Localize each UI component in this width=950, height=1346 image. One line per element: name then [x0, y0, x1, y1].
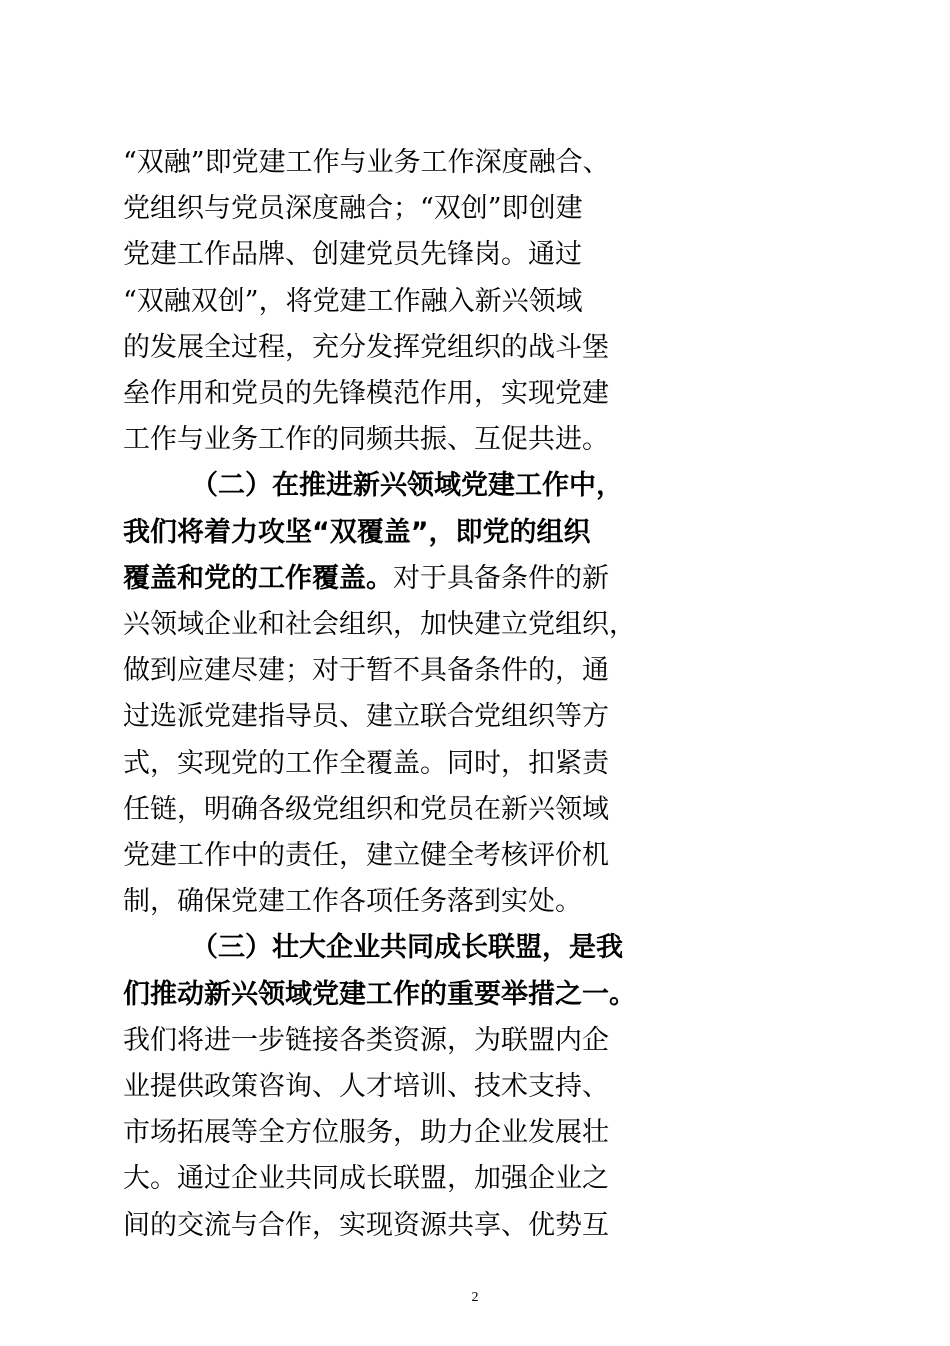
text-line	[123, 232, 818, 278]
text-segment: 党建工作中的责任，建立健全考核评价机	[123, 840, 609, 871]
text-line	[123, 1203, 818, 1249]
text-line	[123, 417, 818, 463]
text-segment: 工作与业务工作的同频共振、互促共进。	[123, 424, 609, 456]
bold-text-segment: （三）壮大企业共同成长联盟，是我	[191, 932, 623, 964]
text-segment: 垒作用和党员的先锋模范作用，实现党建	[123, 378, 609, 409]
text-line	[123, 186, 818, 232]
text-segment: 间的交流与合作，实现资源共享、优势互	[123, 1209, 609, 1241]
text-segment: 过选派党建指导员、建立联合党组织等方	[123, 701, 609, 733]
text-line	[123, 972, 818, 1018]
text-segment: 式，实现党的工作全覆盖。同时，扣紧责	[123, 747, 609, 779]
text-line	[191, 925, 818, 971]
bold-text-segment: 们推动新兴领域党建工作的重要举措之一。	[123, 978, 636, 1010]
text-segment: “双融”即党建工作与业务工作深度融合、	[123, 147, 610, 178]
text-segment: 党建工作品牌、创建党员先锋岗。通过	[123, 239, 582, 271]
text-segment: 对于具备条件的新	[393, 562, 609, 594]
text-line	[123, 279, 818, 325]
text-line	[123, 325, 818, 371]
text-line	[123, 879, 818, 925]
text-line	[123, 1156, 818, 1202]
text-line	[123, 648, 818, 694]
text-segment: “双融双创”，将党建工作融入新兴领域	[123, 285, 583, 317]
text-line	[123, 787, 818, 833]
text-segment: 制，确保党建工作各项任务落到实处。	[123, 886, 582, 918]
text-line	[123, 741, 818, 787]
text-line	[123, 1064, 818, 1110]
text-line	[123, 510, 818, 556]
bold-text-segment: 覆盖和党的工作覆盖。	[123, 562, 393, 594]
text-line	[123, 371, 818, 417]
text-segment: 业提供政策咨询、人才培训、技术支持、	[123, 1071, 609, 1102]
text-line	[123, 1018, 818, 1064]
text-line	[123, 833, 818, 879]
text-line	[191, 463, 818, 509]
bold-text-segment: （二）在推进新兴领域党建工作中，	[191, 470, 623, 502]
text-segment: 大。通过企业共同成长联盟，加强企业之	[123, 1163, 609, 1195]
text-segment: 兴领域企业和社会组织，加快建立党组织，	[123, 609, 636, 640]
bold-text-segment: 我们将着力攻坚“双覆盖”，即党的组织	[123, 516, 591, 548]
text-segment: 做到应建尽建；对于暂不具备条件的，通	[123, 655, 609, 687]
text-line	[123, 694, 818, 740]
text-segment: 的发展全过程，充分发挥党组织的战斗堡	[123, 331, 609, 363]
text-line	[123, 556, 818, 602]
text-line	[123, 602, 818, 648]
text-line	[123, 140, 818, 186]
text-segment: 我们将进一步链接各类资源，为联盟内企	[123, 1024, 609, 1056]
text-line	[123, 1110, 818, 1156]
page-number: 2	[471, 1290, 479, 1305]
text-segment: 任链，明确各级党组织和党员在新兴领域	[123, 793, 609, 825]
text-segment: 市场拓展等全方位服务，助力企业发展壮	[123, 1117, 609, 1149]
text-segment: 党组织与党员深度融合；“双创”即创建	[123, 193, 583, 225]
